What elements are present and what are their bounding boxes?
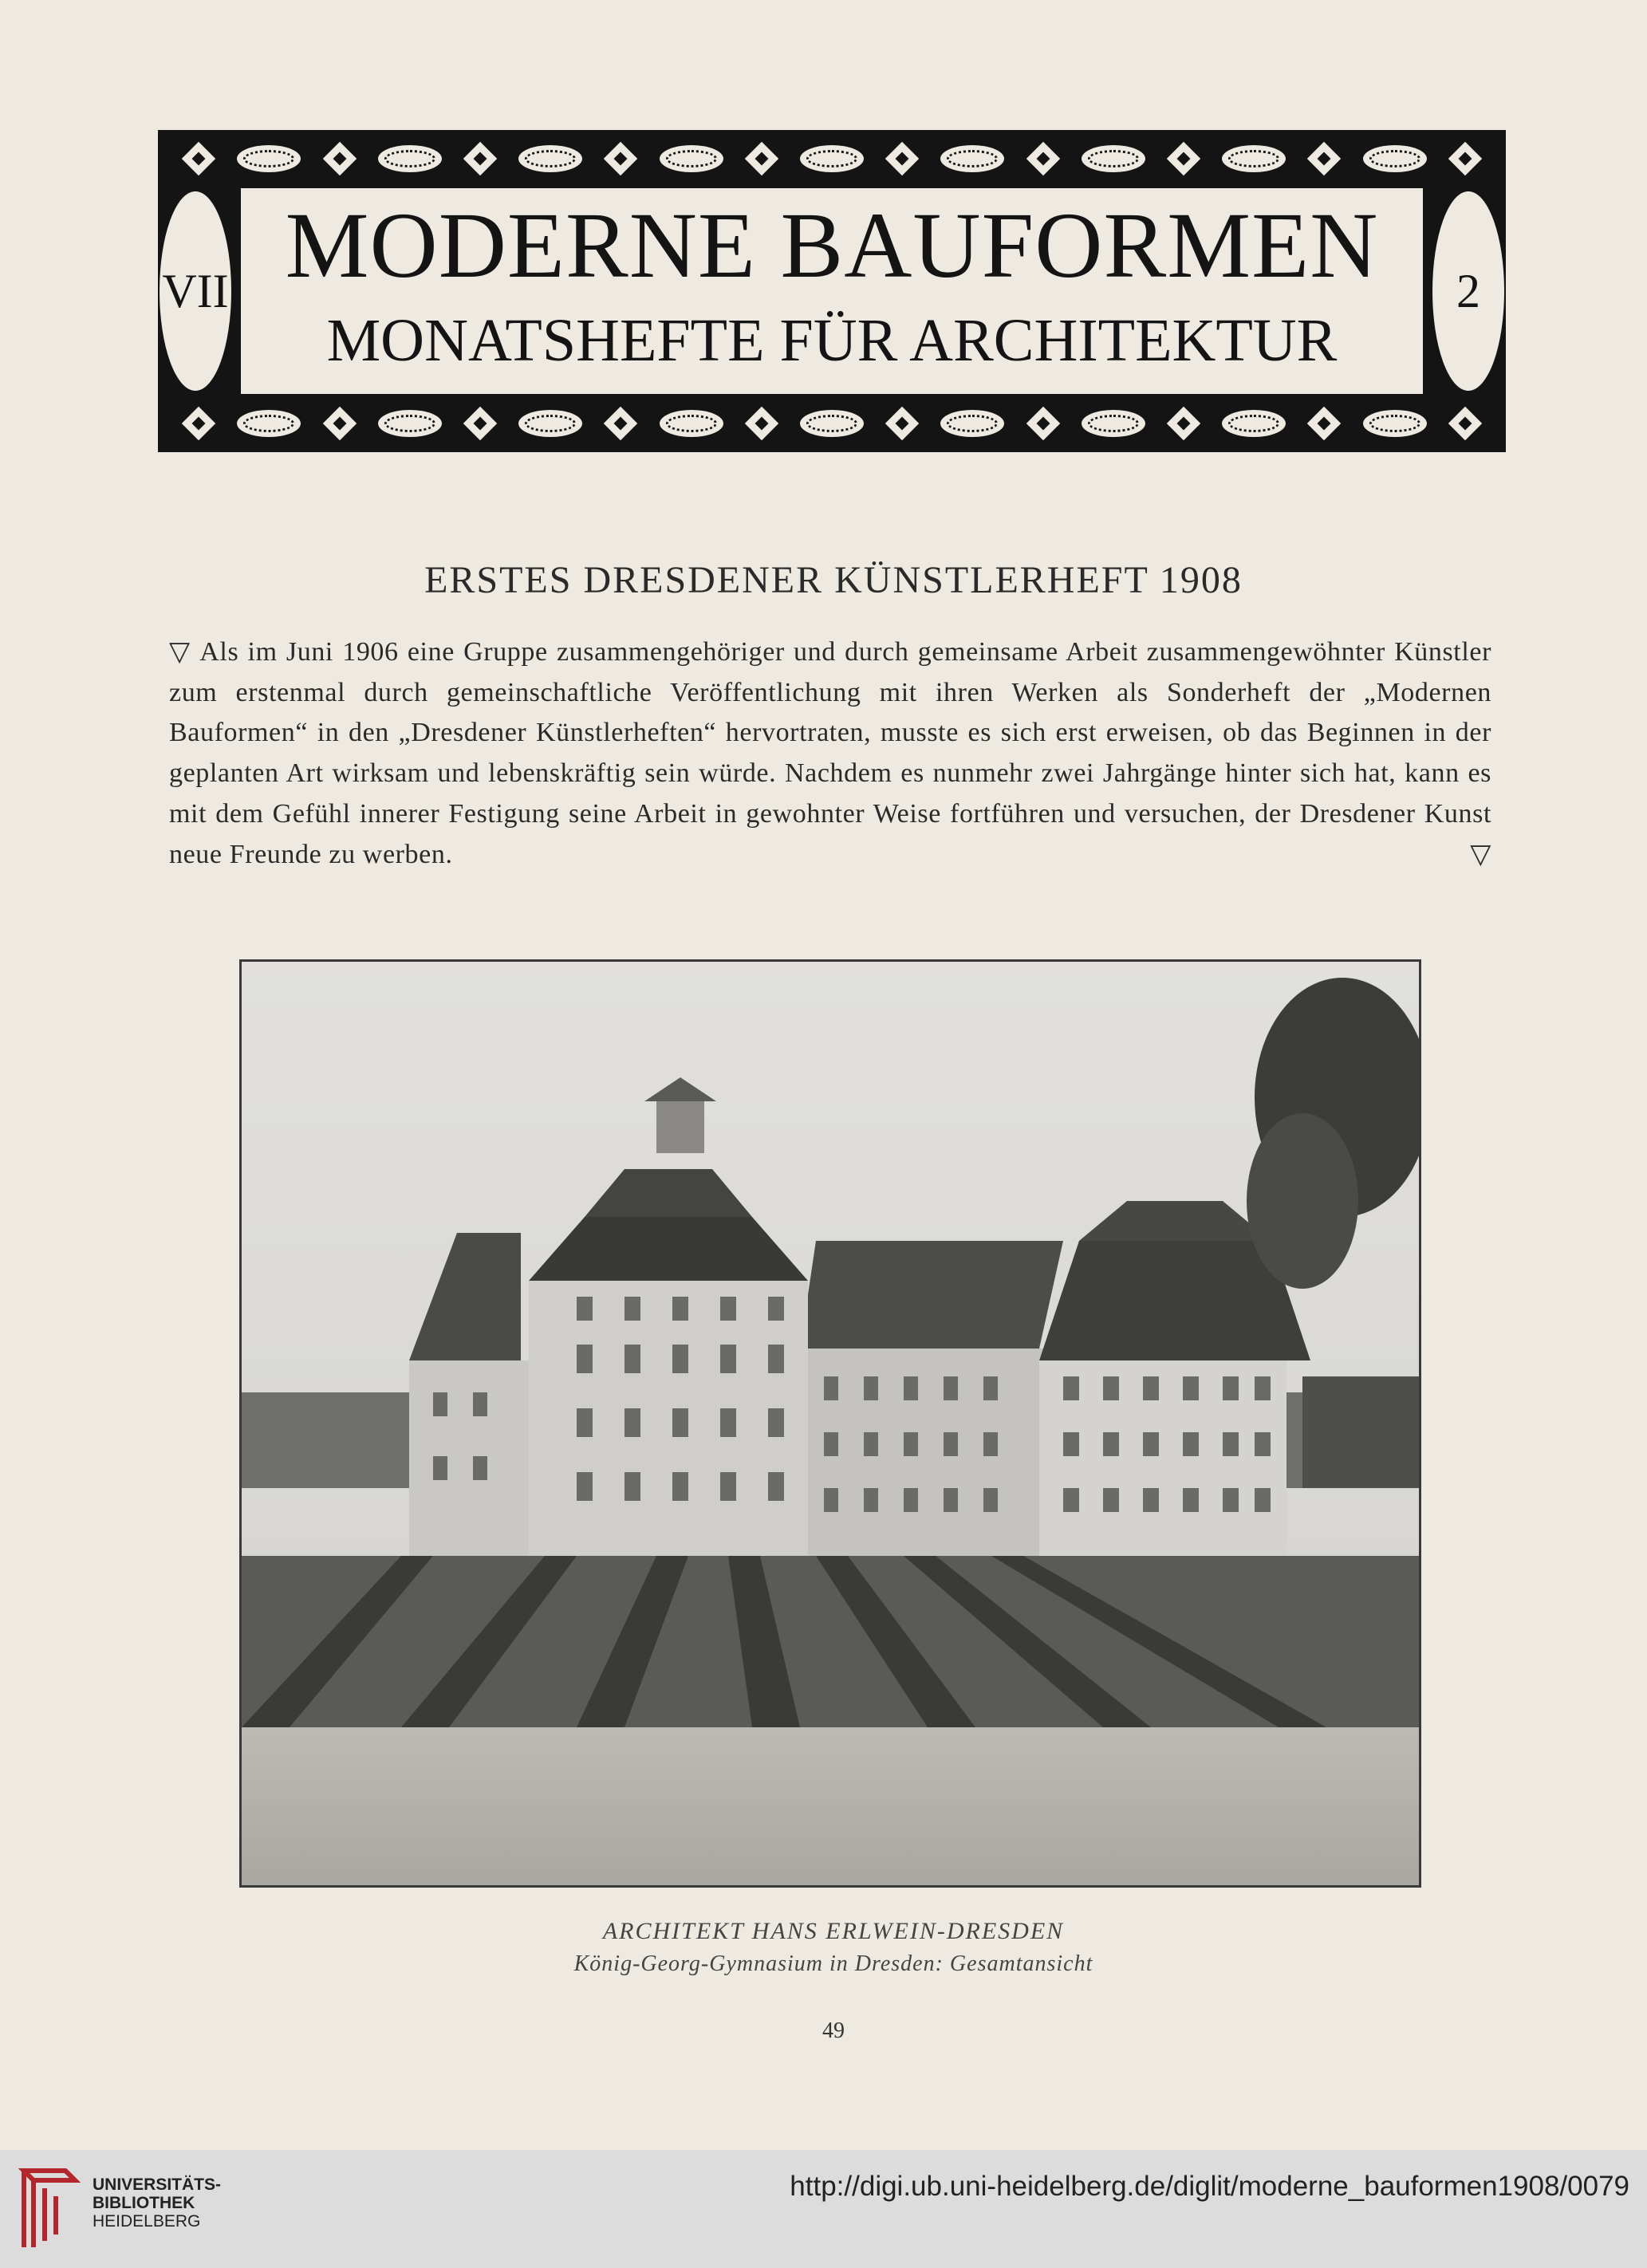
- ornament-band-bottom: [167, 404, 1496, 443]
- photo-caption-architect: ARCHITEKT HANS ERLWEIN-DRESDEN: [602, 1918, 1065, 1944]
- issue-medallion: [1432, 191, 1504, 391]
- digitization-footer: [0, 2150, 1647, 2268]
- library-logo-icon: [18, 2164, 81, 2254]
- ornament-band-top: [167, 140, 1496, 178]
- issue-number: 2: [1456, 264, 1480, 317]
- library-name: [93, 2175, 221, 2231]
- page-number: 49: [822, 2018, 845, 2043]
- end-triangle-mark: ▽: [1470, 839, 1491, 869]
- photo-caption-title: König-Georg-Gymnasium in Dresden: Gesamtansicht: [573, 1951, 1093, 1976]
- source-url-link[interactable]: http://digi.ub.uni-heidelberg.de/diglit/moderne_bauformen1908/0079: [790, 2171, 1629, 2202]
- start-triangle-mark: ▽: [169, 637, 192, 667]
- building-photograph: [239, 959, 1421, 1888]
- library-name-line2: BIBLIOTHEK: [93, 2194, 195, 2212]
- volume-number: VII: [162, 264, 229, 317]
- article-body: [169, 632, 1491, 875]
- journal-subtitle: MONATSHEFTE FÜR ARCHITEKTUR: [326, 307, 1338, 374]
- article-text: Als im Juni 1906 eine Gruppe zusammengehöriger und durch gemeinsame Arbeit zusammengewöhnter Künstler zum erstenmal durch gemeinschaftliche Veröffentlichung mit ihren Werken als Sonderheft der „Modernen Bauformen“ in den „Dresdener Künstlerheften“ hervortraten, musste es sich erst erweisen, ob das Beginnen in der geplanten Art wirksam und lebenskräftig sein würde. Nachdem es nunmehr zwei Jahrgänge hinter sich hat, kann es mit dem Gefühl innerer Festigung seine Arbeit in gewohnter Weise fortführen und versuchen, der Dresdener Kunst neue Freunde zu werben.: [169, 637, 1491, 869]
- library-name-line1: UNIVERSITÄTS-: [93, 2175, 222, 2194]
- journal-title: MODERNE BAUFORMEN: [285, 193, 1379, 297]
- article-heading: ERSTES DRESDENER KÜNSTLERHEFT 1908: [424, 559, 1243, 601]
- library-name-line3: HEIDELBERG: [93, 2212, 201, 2231]
- photo-illustration: [242, 962, 1419, 1885]
- volume-medallion: [160, 191, 231, 391]
